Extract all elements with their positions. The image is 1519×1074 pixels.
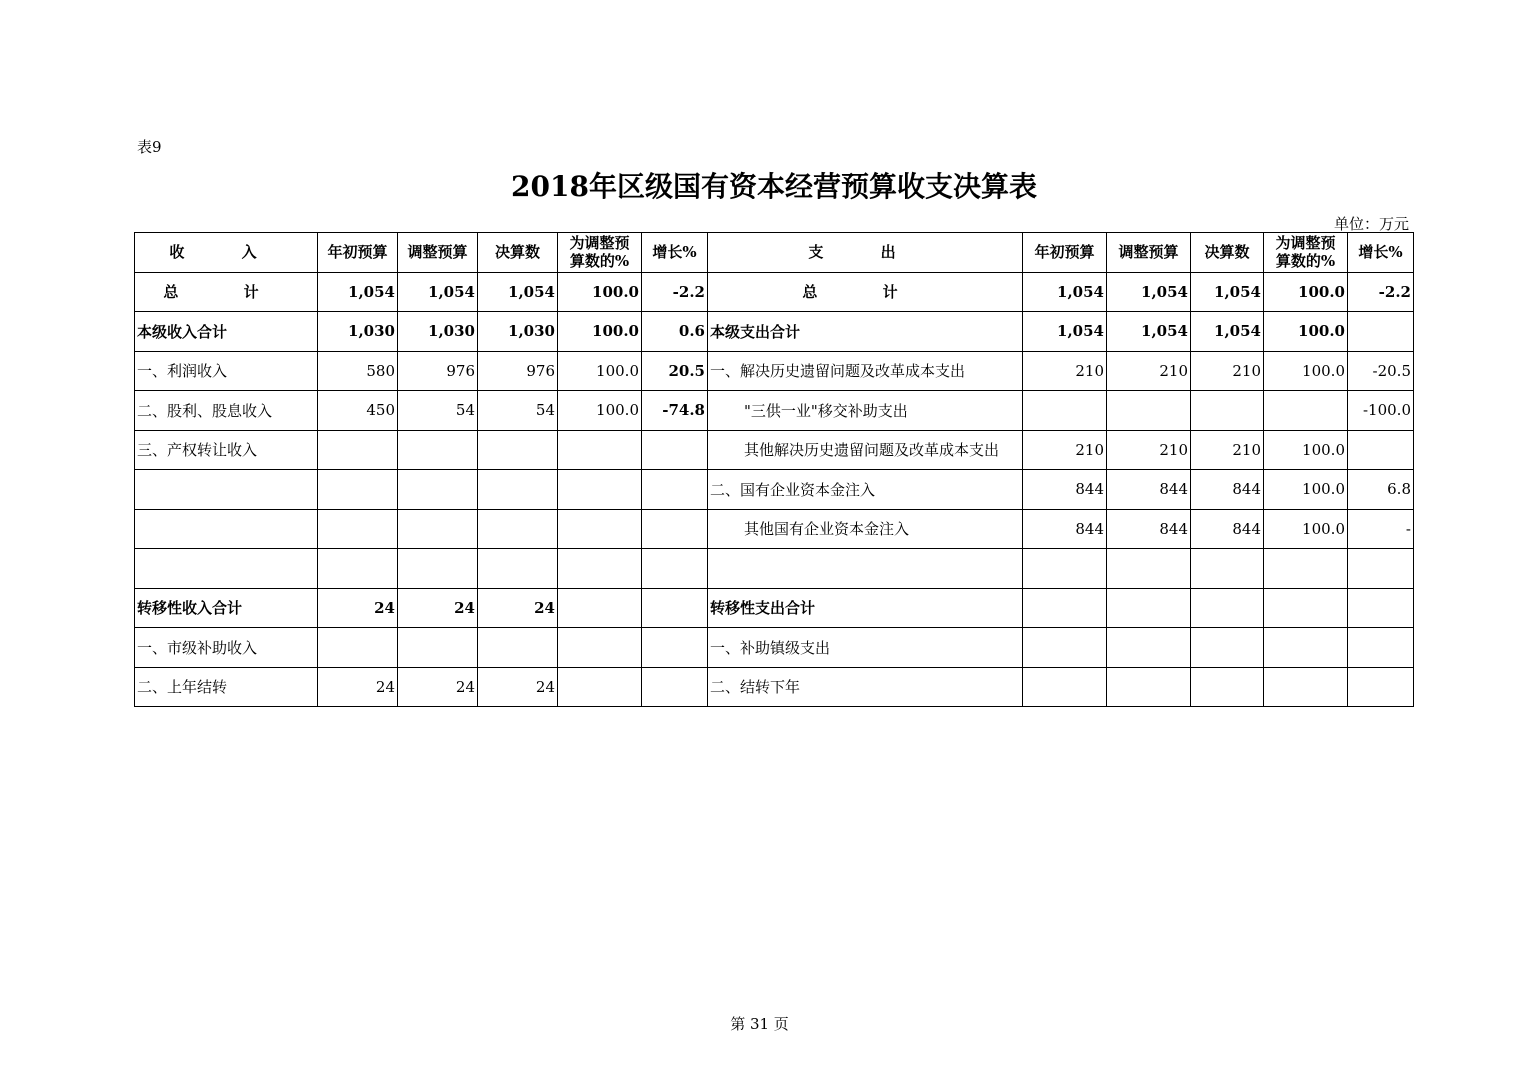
income-value-cell: 1,030 bbox=[478, 312, 558, 352]
expense-value-cell: 100.0 bbox=[1264, 470, 1348, 510]
income-value-cell bbox=[642, 549, 708, 589]
income-value-cell bbox=[558, 628, 642, 668]
expense-label-cell: 二、结转下年 bbox=[708, 667, 1023, 707]
page-title: 2018年区级国有资本经营预算收支决算表 bbox=[511, 170, 1037, 203]
expense-label-cell bbox=[708, 549, 1023, 589]
income-value-cell: 54 bbox=[478, 391, 558, 431]
income-value-cell: 24 bbox=[318, 588, 398, 628]
expense-value-cell: 210 bbox=[1107, 430, 1191, 470]
expense-value-cell bbox=[1348, 588, 1414, 628]
header-cell: 支 出 bbox=[708, 233, 1023, 273]
expense-value-cell: -20.5 bbox=[1348, 351, 1414, 391]
income-value-cell bbox=[642, 470, 708, 510]
income-value-cell bbox=[478, 470, 558, 510]
income-value-cell: 24 bbox=[398, 588, 478, 628]
income-label-cell bbox=[135, 470, 318, 510]
income-label-cell bbox=[135, 509, 318, 549]
header-cell: 调整预算 bbox=[398, 233, 478, 273]
expense-label-cell: 一、补助镇级支出 bbox=[708, 628, 1023, 668]
expense-value-cell: 100.0 bbox=[1264, 430, 1348, 470]
income-value-cell bbox=[642, 628, 708, 668]
expense-value-cell bbox=[1023, 549, 1107, 589]
header-cell: 年初预算 bbox=[318, 233, 398, 273]
expense-label-cell: 转移性支出合计 bbox=[708, 588, 1023, 628]
expense-value-cell bbox=[1191, 549, 1264, 589]
table-row bbox=[135, 667, 1414, 707]
table-row bbox=[135, 470, 1414, 510]
income-value-cell: 100.0 bbox=[558, 312, 642, 352]
expense-value-cell bbox=[1264, 549, 1348, 589]
expense-value-cell bbox=[1023, 391, 1107, 431]
expense-value-cell: 1,054 bbox=[1107, 272, 1191, 312]
income-value-cell bbox=[318, 628, 398, 668]
income-value-cell bbox=[642, 588, 708, 628]
expense-value-cell: 6.8 bbox=[1348, 470, 1414, 510]
income-value-cell: 0.6 bbox=[642, 312, 708, 352]
income-value-cell bbox=[398, 549, 478, 589]
income-value-cell bbox=[318, 509, 398, 549]
expense-value-cell bbox=[1348, 312, 1414, 352]
expense-value-cell bbox=[1107, 628, 1191, 668]
expense-value-cell bbox=[1107, 667, 1191, 707]
income-value-cell: 24 bbox=[478, 588, 558, 628]
header-cell: 决算数 bbox=[1191, 233, 1264, 273]
income-value-cell: 24 bbox=[398, 667, 478, 707]
income-value-cell bbox=[318, 549, 398, 589]
expense-value-cell bbox=[1348, 628, 1414, 668]
income-label-cell: 一、市级补助收入 bbox=[135, 628, 318, 668]
expense-value-cell: 210 bbox=[1191, 351, 1264, 391]
income-label-cell: 二、股利、股息收入 bbox=[135, 391, 318, 431]
income-label-cell: 三、产权转让收入 bbox=[135, 430, 318, 470]
income-value-cell bbox=[558, 667, 642, 707]
expense-value-cell bbox=[1348, 549, 1414, 589]
header-cell: 为调整预算数的% bbox=[1264, 233, 1348, 273]
income-value-cell: 20.5 bbox=[642, 351, 708, 391]
header-cell: 年初预算 bbox=[1023, 233, 1107, 273]
income-value-cell: 1,054 bbox=[398, 272, 478, 312]
table-row bbox=[135, 430, 1414, 470]
income-value-cell bbox=[642, 667, 708, 707]
expense-value-cell bbox=[1191, 628, 1264, 668]
income-value-cell bbox=[478, 430, 558, 470]
income-value-cell bbox=[642, 509, 708, 549]
expense-value-cell bbox=[1023, 667, 1107, 707]
expense-value-cell: -100.0 bbox=[1348, 391, 1414, 431]
expense-value-cell bbox=[1023, 628, 1107, 668]
header-cell: 增长% bbox=[642, 233, 708, 273]
income-value-cell: 24 bbox=[318, 667, 398, 707]
expense-value-cell: 1,054 bbox=[1191, 272, 1264, 312]
income-value-cell: 1,030 bbox=[398, 312, 478, 352]
unit-label: 单位：万元 bbox=[1333, 215, 1409, 233]
expense-value-cell: 100.0 bbox=[1264, 509, 1348, 549]
table-number: 表9 bbox=[137, 138, 162, 156]
expense-value-cell: 100.0 bbox=[1264, 351, 1348, 391]
expense-value-cell bbox=[1264, 588, 1348, 628]
income-value-cell: 24 bbox=[478, 667, 558, 707]
income-value-cell: 1,054 bbox=[478, 272, 558, 312]
expense-value-cell: 1,054 bbox=[1023, 272, 1107, 312]
income-label-cell bbox=[135, 549, 318, 589]
income-value-cell: 1,030 bbox=[318, 312, 398, 352]
expense-value-cell bbox=[1107, 588, 1191, 628]
income-value-cell bbox=[318, 470, 398, 510]
expense-value-cell bbox=[1191, 667, 1264, 707]
expense-value-cell: 844 bbox=[1023, 509, 1107, 549]
income-label-cell: 二、上年结转 bbox=[135, 667, 318, 707]
income-value-cell bbox=[558, 549, 642, 589]
expense-value-cell bbox=[1107, 549, 1191, 589]
expense-label-cell: 总 计 bbox=[708, 272, 1023, 312]
income-value-cell: 100.0 bbox=[558, 351, 642, 391]
expense-value-cell: 1,054 bbox=[1107, 312, 1191, 352]
table-row bbox=[135, 549, 1414, 589]
income-value-cell bbox=[558, 588, 642, 628]
expense-value-cell: 844 bbox=[1107, 509, 1191, 549]
income-label-cell: 转移性收入合计 bbox=[135, 588, 318, 628]
expense-value-cell bbox=[1348, 667, 1414, 707]
expense-value-cell: -2.2 bbox=[1348, 272, 1414, 312]
income-value-cell: 580 bbox=[318, 351, 398, 391]
income-value-cell: -2.2 bbox=[642, 272, 708, 312]
table-row bbox=[135, 351, 1414, 391]
table-row bbox=[135, 588, 1414, 628]
header-cell: 决算数 bbox=[478, 233, 558, 273]
income-value-cell: 976 bbox=[478, 351, 558, 391]
income-value-cell: 54 bbox=[398, 391, 478, 431]
expense-value-cell: 210 bbox=[1107, 351, 1191, 391]
expense-label-cell: 二、国有企业资本金注入 bbox=[708, 470, 1023, 510]
income-value-cell bbox=[478, 509, 558, 549]
income-value-cell: 976 bbox=[398, 351, 478, 391]
income-value-cell: -74.8 bbox=[642, 391, 708, 431]
expense-value-cell: 844 bbox=[1023, 470, 1107, 510]
expense-value-cell bbox=[1264, 391, 1348, 431]
expense-value-cell: 844 bbox=[1191, 509, 1264, 549]
income-label-cell: 一、利润收入 bbox=[135, 351, 318, 391]
expense-value-cell: 100.0 bbox=[1264, 272, 1348, 312]
expense-value-cell bbox=[1191, 588, 1264, 628]
income-value-cell bbox=[398, 430, 478, 470]
expense-value-cell: 844 bbox=[1107, 470, 1191, 510]
expense-label-cell: 本级支出合计 bbox=[708, 312, 1023, 352]
page-number: 第 31 页 bbox=[730, 1015, 789, 1033]
expense-value-cell: 1,054 bbox=[1023, 312, 1107, 352]
income-label-cell: 总 计 bbox=[135, 272, 318, 312]
expense-value-cell bbox=[1348, 430, 1414, 470]
income-value-cell bbox=[398, 509, 478, 549]
expense-value-cell: 210 bbox=[1191, 430, 1264, 470]
expense-value-cell: 210 bbox=[1023, 430, 1107, 470]
expense-value-cell bbox=[1264, 628, 1348, 668]
expense-value-cell: 844 bbox=[1191, 470, 1264, 510]
income-value-cell bbox=[478, 549, 558, 589]
expense-value-cell: 100.0 bbox=[1264, 312, 1348, 352]
expense-label-cell: 其他国有企业资本金注入 bbox=[708, 509, 1023, 549]
expense-value-cell bbox=[1264, 667, 1348, 707]
table-row bbox=[135, 628, 1414, 668]
expense-label-cell: "三供一业"移交补助支出 bbox=[708, 391, 1023, 431]
expense-value-cell: 210 bbox=[1023, 351, 1107, 391]
header-cell: 增长% bbox=[1348, 233, 1414, 273]
income-value-cell: 1,054 bbox=[318, 272, 398, 312]
header-cell: 为调整预算数的% bbox=[558, 233, 642, 273]
budget-table bbox=[134, 232, 1414, 707]
header-cell: 调整预算 bbox=[1107, 233, 1191, 273]
expense-value-cell: 1,054 bbox=[1191, 312, 1264, 352]
expense-value-cell bbox=[1191, 391, 1264, 431]
income-value-cell bbox=[478, 628, 558, 668]
income-value-cell: 100.0 bbox=[558, 272, 642, 312]
income-value-cell bbox=[642, 430, 708, 470]
income-value-cell: 450 bbox=[318, 391, 398, 431]
income-value-cell bbox=[398, 470, 478, 510]
expense-label-cell: 其他解决历史遗留问题及改革成本支出 bbox=[708, 430, 1023, 470]
income-value-cell bbox=[558, 509, 642, 549]
expense-value-cell: - bbox=[1348, 509, 1414, 549]
income-value-cell bbox=[398, 628, 478, 668]
table-row bbox=[135, 272, 1414, 312]
table-row bbox=[135, 312, 1414, 352]
header-cell: 收 入 bbox=[135, 233, 318, 273]
table-header-row bbox=[135, 233, 1414, 273]
income-label-cell: 本级收入合计 bbox=[135, 312, 318, 352]
income-value-cell bbox=[318, 430, 398, 470]
income-value-cell bbox=[558, 470, 642, 510]
income-value-cell: 100.0 bbox=[558, 391, 642, 431]
table-row bbox=[135, 509, 1414, 549]
expense-value-cell bbox=[1023, 588, 1107, 628]
expense-label-cell: 一、解决历史遗留问题及改革成本支出 bbox=[708, 351, 1023, 391]
expense-value-cell bbox=[1107, 391, 1191, 431]
income-value-cell bbox=[558, 430, 642, 470]
table-row bbox=[135, 391, 1414, 431]
